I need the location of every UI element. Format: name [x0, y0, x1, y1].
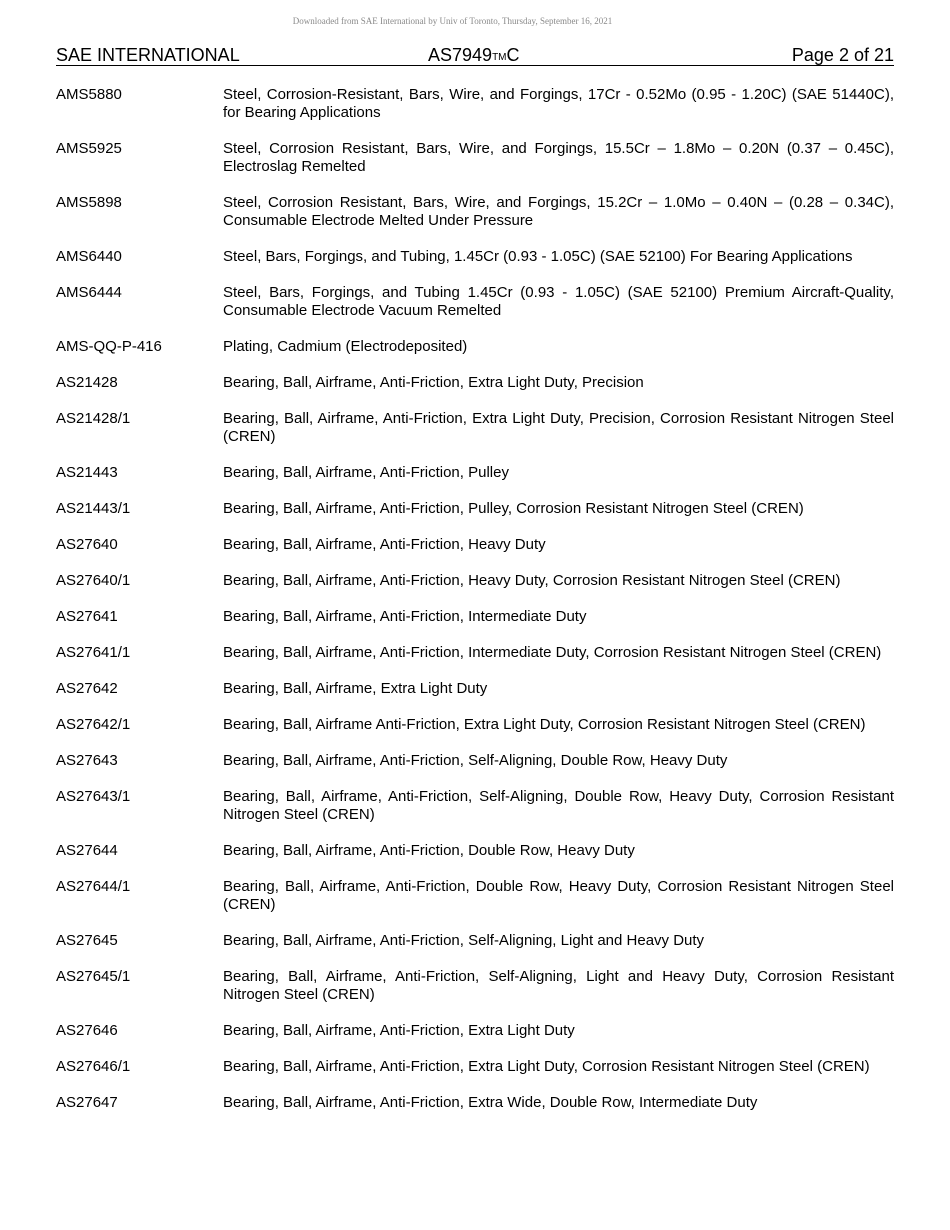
reference-title: Bearing, Ball, Airframe, Anti-Friction, Extra Wide, Double Row, Intermediate Duty [223, 1094, 758, 1111]
header-org: SAE INTERNATIONAL [56, 45, 240, 65]
reference-item [56, 842, 894, 860]
reference-title: Bearing, Ball, Airframe, Anti-Friction, Extra Light Duty, Corrosion Resistant Nitrogen Steel (CREN) [223, 1058, 870, 1075]
reference-code: AMS5880 [56, 86, 122, 103]
reference-item [56, 410, 894, 446]
reference-title: Bearing, Ball, Airframe Anti-Friction, Extra Light Duty, Corrosion Resistant Nitrogen Steel (CREN) [223, 716, 866, 733]
reference-code: AS27647 [56, 1094, 118, 1111]
reference-code: AS27640/1 [56, 572, 131, 589]
reference-code: AS27646/1 [56, 1058, 131, 1075]
reference-list [56, 86, 894, 1130]
reference-item [56, 338, 894, 356]
header-doc-number [428, 44, 520, 69]
reference-code: AS27641/1 [56, 644, 131, 661]
reference-item [56, 680, 894, 698]
reference-item [56, 140, 894, 176]
reference-code: AS27643 [56, 752, 118, 769]
reference-code: AMS5925 [56, 140, 122, 157]
reference-code: AMS6444 [56, 284, 122, 301]
reference-item [56, 500, 894, 518]
reference-item [56, 752, 894, 770]
reference-code: AS21428/1 [56, 410, 131, 427]
reference-title: Bearing, Ball, Airframe, Anti-Friction, Self-Aligning, Light and Heavy Duty, Corrosion Resistant Nitrogen Steel (CREN) [223, 968, 894, 1003]
reference-title: Bearing, Ball, Airframe, Anti-Friction, Self-Aligning, Double Row, Heavy Duty, Corrosion Resistant Nitrogen Steel (CREN) [223, 788, 894, 823]
reference-title: Plating, Cadmium (Electrodeposited) [223, 338, 468, 355]
reference-code: AS21428 [56, 374, 118, 391]
reference-title: Bearing, Ball, Airframe, Anti-Friction, Extra Light Duty [223, 1022, 575, 1039]
reference-title: Bearing, Ball, Airframe, Anti-Friction, Pulley [223, 464, 509, 481]
reference-code: AS27644 [56, 842, 118, 859]
reference-item [56, 968, 894, 1004]
reference-item [56, 464, 894, 482]
reference-item [56, 1094, 894, 1112]
reference-item [56, 1022, 894, 1040]
reference-title: Steel, Bars, Forgings, and Tubing 1.45Cr (0.93 - 1.05C) (SAE 52100) Premium Aircraft-Quality, Consumable Electrode Vacuum Remelted [223, 284, 894, 319]
reference-item [56, 194, 894, 230]
reference-item [56, 608, 894, 626]
trademark-mark: TM [492, 52, 507, 63]
reference-title: Steel, Corrosion Resistant, Bars, Wire, and Forgings, 15.2Cr – 1.0Mo – 0.40N – (0.28 – 0.34C), Consumable Electrode Melted Under Pressure [223, 194, 894, 229]
reference-item [56, 86, 894, 122]
reference-title: Bearing, Ball, Airframe, Anti-Friction, Heavy Duty, Corrosion Resistant Nitrogen Steel (CREN) [223, 572, 841, 589]
reference-code: AS27640 [56, 536, 118, 553]
reference-code: AS27645/1 [56, 968, 131, 985]
reference-title: Bearing, Ball, Airframe, Extra Light Duty [223, 680, 488, 697]
reference-title: Bearing, Ball, Airframe, Anti-Friction, Extra Light Duty, Precision, Corrosion Resistant Nitrogen Steel (CREN) [223, 410, 894, 445]
reference-title: Bearing, Ball, Airframe, Anti-Friction, Intermediate Duty, Corrosion Resistant Nitrogen Steel (CREN) [223, 644, 882, 661]
reference-code: AS21443 [56, 464, 118, 481]
page-header [56, 44, 894, 66]
reference-item [56, 644, 894, 662]
reference-title: Bearing, Ball, Airframe, Anti-Friction, Self-Aligning, Light and Heavy Duty [223, 932, 705, 949]
reference-code: AMS-QQ-P-416 [56, 338, 162, 355]
reference-title: Steel, Corrosion Resistant, Bars, Wire, and Forgings, 15.5Cr – 1.8Mo – 0.20N (0.37 – 0.45C), Electroslag Remelted [223, 140, 894, 175]
reference-item [56, 248, 894, 266]
reference-title: Bearing, Ball, Airframe, Anti-Friction, Pulley, Corrosion Resistant Nitrogen Steel (CREN) [223, 500, 804, 517]
reference-title: Bearing, Ball, Airframe, Anti-Friction, Heavy Duty [223, 536, 546, 553]
reference-item [56, 932, 894, 950]
reference-item [56, 716, 894, 734]
reference-code: AMS5898 [56, 194, 122, 211]
reference-item [56, 1058, 894, 1076]
reference-title: Bearing, Ball, Airframe, Anti-Friction, Self-Aligning, Double Row, Heavy Duty [223, 752, 728, 769]
reference-title: Steel, Corrosion-Resistant, Bars, Wire, and Forgings, 17Cr - 0.52Mo (0.95 - 1.20C) (SAE 51440C), for Bearing Applications [223, 86, 894, 121]
reference-code: AS27646 [56, 1022, 118, 1039]
reference-item [56, 374, 894, 392]
reference-code: AS27642 [56, 680, 118, 697]
download-watermark: Downloaded from SAE International by Univ of Toronto, Thursday, September 16, 2021 [292, 16, 613, 26]
reference-title: Steel, Bars, Forgings, and Tubing, 1.45Cr (0.93 - 1.05C) (SAE 52100) For Bearing Applications [223, 248, 853, 265]
reference-code: AS27643/1 [56, 788, 131, 805]
header-page-number: Page 2 of 21 [791, 45, 894, 65]
reference-code: AS27644/1 [56, 878, 131, 895]
reference-code: AS21443/1 [56, 500, 131, 517]
reference-item [56, 878, 894, 914]
reference-title: Bearing, Ball, Airframe, Anti-Friction, Extra Light Duty, Precision [223, 374, 644, 391]
reference-code: AS27645 [56, 932, 118, 949]
reference-title: Bearing, Ball, Airframe, Anti-Friction, Double Row, Heavy Duty, Corrosion Resistant Nitrogen Steel (CREN) [223, 878, 894, 913]
doc-number-base: AS7949 [428, 45, 493, 65]
reference-item [56, 284, 894, 320]
reference-title: Bearing, Ball, Airframe, Anti-Friction, Intermediate Duty [223, 608, 587, 625]
reference-code: AS27642/1 [56, 716, 131, 733]
reference-item [56, 788, 894, 824]
reference-code: AS27641 [56, 608, 118, 625]
reference-title: Bearing, Ball, Airframe, Anti-Friction, Double Row, Heavy Duty [223, 842, 635, 859]
reference-item [56, 572, 894, 590]
doc-revision: C [506, 45, 520, 65]
reference-item [56, 536, 894, 554]
reference-code: AMS6440 [56, 248, 122, 265]
